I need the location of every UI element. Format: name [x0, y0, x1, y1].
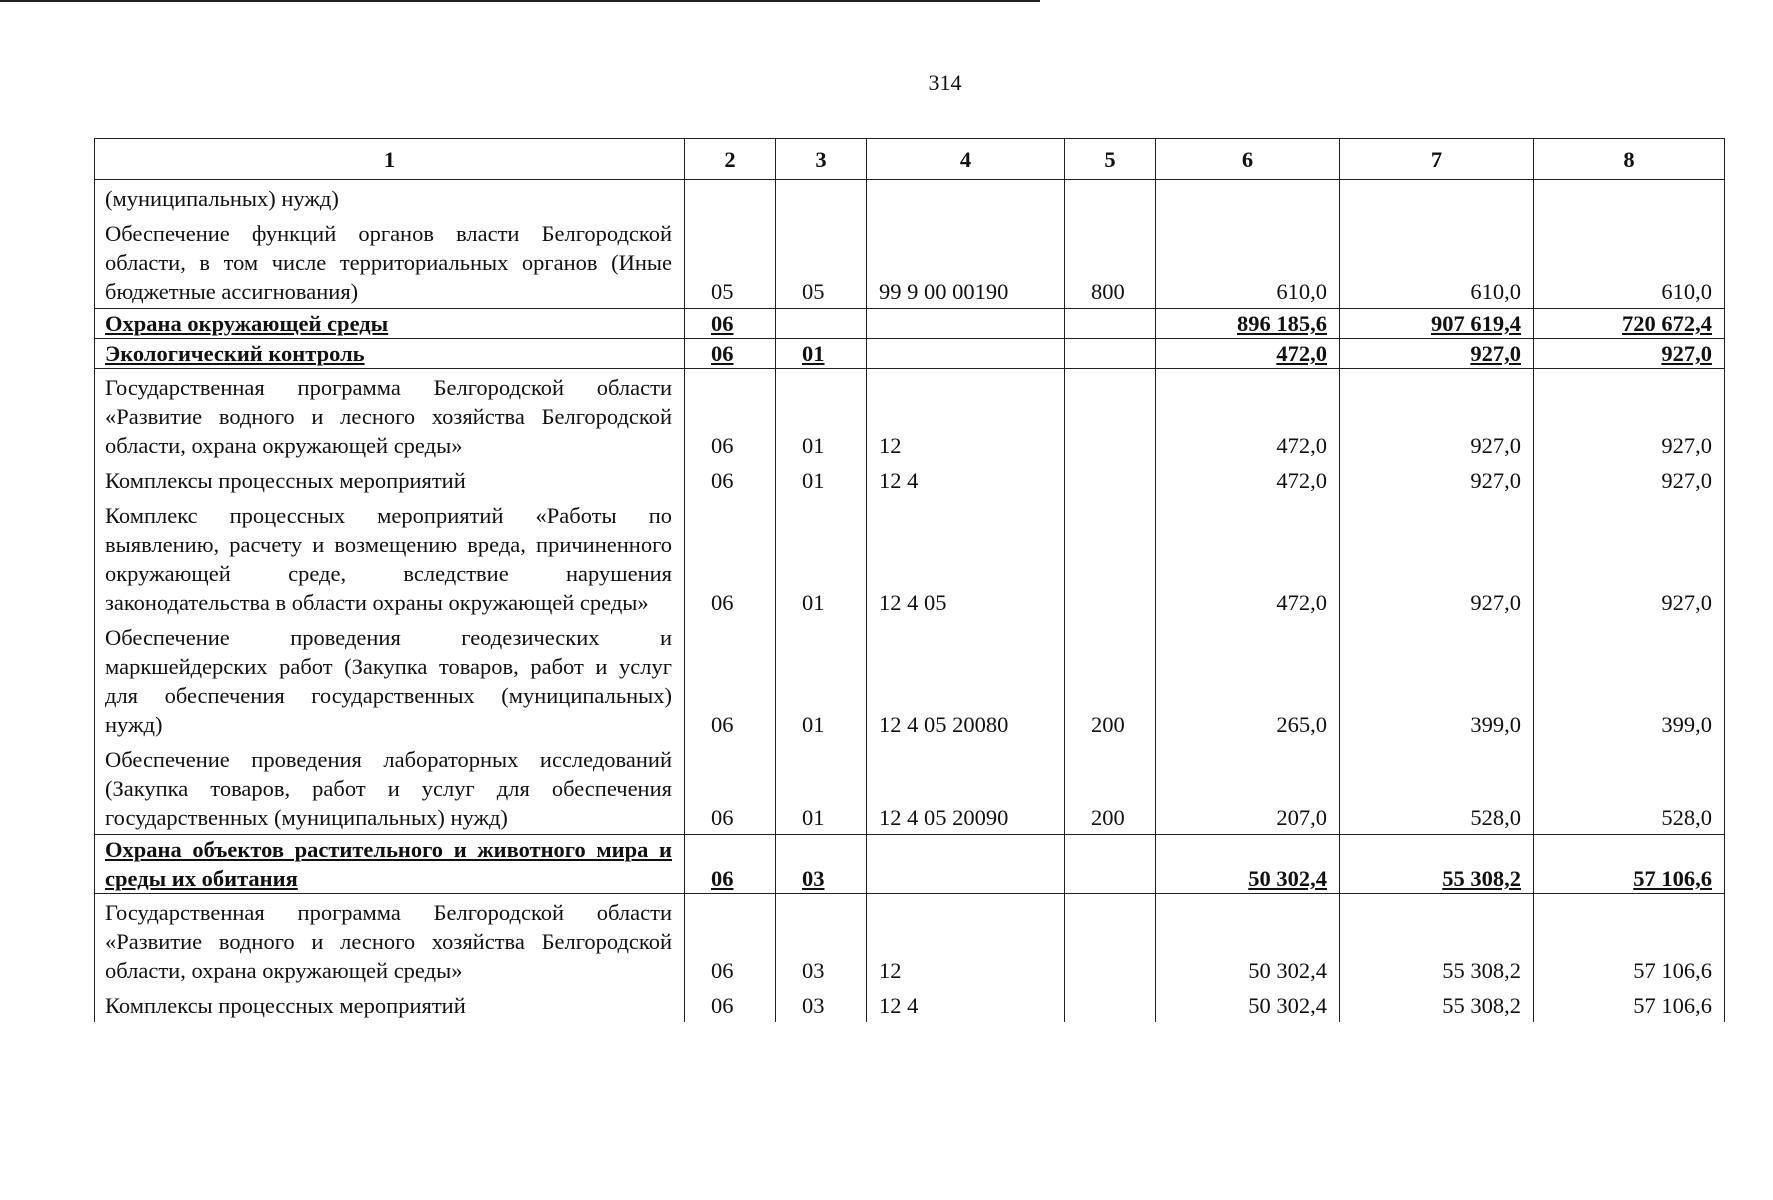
- amount-year1-cell: 50 302,4: [1156, 894, 1340, 988]
- row-name-cell: Охрана объектов растительного и животного мира и среды их обитания: [95, 835, 685, 894]
- amount-year2-cell: 610,0: [1340, 215, 1534, 309]
- subsection-code-cell: 01: [776, 339, 867, 369]
- amount-year1-cell: 472,0: [1156, 339, 1340, 369]
- row-name-cell: Экологический контроль: [95, 339, 685, 369]
- amount-year3-cell: 720 672,4: [1534, 309, 1725, 339]
- section-row: [95, 309, 1725, 339]
- section-row: [95, 339, 1725, 369]
- amount-year1-cell: 50 302,4: [1156, 987, 1340, 1022]
- section-code-cell: 06: [685, 462, 776, 497]
- amount-year3-cell: 927,0: [1534, 369, 1725, 463]
- table-row: [95, 369, 1725, 463]
- table-row: [95, 215, 1725, 309]
- amount-year2-cell: 927,0: [1340, 497, 1534, 619]
- amount-year3-cell: 528,0: [1534, 741, 1725, 835]
- target-article-cell: 99 9 00 00190: [867, 215, 1065, 309]
- target-article-cell: [867, 339, 1065, 369]
- target-article-cell: 12 4 05: [867, 497, 1065, 619]
- amount-year2-cell: 55 308,2: [1340, 835, 1534, 894]
- expense-type-cell: [1065, 369, 1156, 463]
- row-name-cell: Комплексы процессных мероприятий: [95, 462, 685, 497]
- row-name-cell: Комплекс процессных мероприятий «Работы по выявлению, расчету и возмещению вреда, причиненного окружающей среде, вследствие нарушения законодательства в области охраны окружающей среды»: [95, 497, 685, 619]
- table-row: [95, 462, 1725, 497]
- expense-type-cell: [1065, 894, 1156, 988]
- row-name-cell: Комплексы процессных мероприятий: [95, 987, 685, 1022]
- table-body: [95, 180, 1725, 1023]
- target-article-cell: 12 4 05 20090: [867, 741, 1065, 835]
- amount-year2-cell: 927,0: [1340, 339, 1534, 369]
- header-cell: 2: [685, 139, 776, 180]
- section-row: [95, 835, 1725, 894]
- expense-type-cell: [1065, 180, 1156, 216]
- table-row: [95, 180, 1725, 216]
- row-name-cell: Охрана окружающей среды: [95, 309, 685, 339]
- amount-year3-cell: 399,0: [1534, 619, 1725, 741]
- section-code-cell: 06: [685, 309, 776, 339]
- expense-type-cell: [1065, 309, 1156, 339]
- section-code-cell: [685, 180, 776, 216]
- section-code-cell: 06: [685, 497, 776, 619]
- subsection-code-cell: 01: [776, 741, 867, 835]
- amount-year1-cell: 472,0: [1156, 497, 1340, 619]
- table-row: [95, 894, 1725, 988]
- target-article-cell: 12: [867, 369, 1065, 463]
- expense-type-cell: 800: [1065, 215, 1156, 309]
- header-cell: 4: [867, 139, 1065, 180]
- subsection-code-cell: 05: [776, 215, 867, 309]
- target-article-cell: [867, 180, 1065, 216]
- amount-year2-cell: [1340, 180, 1534, 216]
- row-name-cell: (муниципальных) нужд): [95, 180, 685, 216]
- subsection-code-cell: [776, 309, 867, 339]
- expense-type-cell: [1065, 497, 1156, 619]
- amount-year3-cell: 57 106,6: [1534, 987, 1725, 1022]
- subsection-code-cell: 01: [776, 462, 867, 497]
- header-cell: 3: [776, 139, 867, 180]
- header-cell: 6: [1156, 139, 1340, 180]
- subsection-code-cell: 03: [776, 894, 867, 988]
- amount-year2-cell: 399,0: [1340, 619, 1534, 741]
- target-article-cell: 12: [867, 894, 1065, 988]
- expense-type-cell: [1065, 835, 1156, 894]
- amount-year2-cell: 907 619,4: [1340, 309, 1534, 339]
- subsection-code-cell: 01: [776, 619, 867, 741]
- subsection-code-cell: 03: [776, 987, 867, 1022]
- target-article-cell: 12 4: [867, 462, 1065, 497]
- section-code-cell: 06: [685, 369, 776, 463]
- amount-year3-cell: 927,0: [1534, 462, 1725, 497]
- amount-year1-cell: [1156, 180, 1340, 216]
- header-cell: 5: [1065, 139, 1156, 180]
- subsection-code-cell: 01: [776, 369, 867, 463]
- section-code-cell: 05: [685, 215, 776, 309]
- table-row: [95, 741, 1725, 835]
- row-name-cell: Государственная программа Белгородской области «Развитие водного и лесного хозяйства Белгородской области, охрана окружающей среды»: [95, 894, 685, 988]
- row-name-cell: Государственная программа Белгородской области «Развитие водного и лесного хозяйства Белгородской области, охрана окружающей среды»: [95, 369, 685, 463]
- subsection-code-cell: [776, 180, 867, 216]
- subsection-code-cell: 01: [776, 497, 867, 619]
- page-number: 314: [928, 70, 962, 95]
- expense-type-cell: [1065, 987, 1156, 1022]
- header-cell: 8: [1534, 139, 1725, 180]
- amount-year1-cell: 896 185,6: [1156, 309, 1340, 339]
- row-name-cell: Обеспечение проведения геодезических и маркшейдерских работ (Закупка товаров, работ и услуг для обеспечения государственных (муниципальных) нужд): [95, 619, 685, 741]
- amount-year3-cell: [1534, 180, 1725, 216]
- header-cell: 1: [95, 139, 685, 180]
- expense-type-cell: 200: [1065, 619, 1156, 741]
- table-row: [95, 497, 1725, 619]
- top-rule: [0, 0, 1040, 2]
- amount-year1-cell: 610,0: [1156, 215, 1340, 309]
- amount-year3-cell: 927,0: [1534, 339, 1725, 369]
- amount-year2-cell: 55 308,2: [1340, 987, 1534, 1022]
- amount-year2-cell: 55 308,2: [1340, 894, 1534, 988]
- header-row: [95, 139, 1725, 180]
- header-cell: 7: [1340, 139, 1534, 180]
- amount-year2-cell: 528,0: [1340, 741, 1534, 835]
- amount-year1-cell: 472,0: [1156, 462, 1340, 497]
- table-row: [95, 619, 1725, 741]
- amount-year1-cell: 472,0: [1156, 369, 1340, 463]
- section-code-cell: 06: [685, 619, 776, 741]
- target-article-cell: 12 4: [867, 987, 1065, 1022]
- row-name-cell: Обеспечение проведения лабораторных исследований (Закупка товаров, работ и услуг для обеспечения государственных (муниципальных) нужд): [95, 741, 685, 835]
- section-code-cell: 06: [685, 339, 776, 369]
- section-code-cell: 06: [685, 835, 776, 894]
- amount-year2-cell: 927,0: [1340, 369, 1534, 463]
- target-article-cell: [867, 309, 1065, 339]
- table-row: [95, 987, 1725, 1022]
- amount-year1-cell: 265,0: [1156, 619, 1340, 741]
- expense-type-cell: [1065, 339, 1156, 369]
- target-article-cell: [867, 835, 1065, 894]
- amount-year1-cell: 207,0: [1156, 741, 1340, 835]
- target-article-cell: 12 4 05 20080: [867, 619, 1065, 741]
- section-code-cell: 06: [685, 987, 776, 1022]
- amount-year1-cell: 50 302,4: [1156, 835, 1340, 894]
- amount-year3-cell: 610,0: [1534, 215, 1725, 309]
- expense-type-cell: 200: [1065, 741, 1156, 835]
- budget-table: [94, 138, 1725, 1022]
- expense-type-cell: [1065, 462, 1156, 497]
- subsection-code-cell: 03: [776, 835, 867, 894]
- amount-year3-cell: 57 106,6: [1534, 835, 1725, 894]
- amount-year3-cell: 927,0: [1534, 497, 1725, 619]
- amount-year2-cell: 927,0: [1340, 462, 1534, 497]
- section-code-cell: 06: [685, 894, 776, 988]
- row-name-cell: Обеспечение функций органов власти Белгородской области, в том числе территориальных органов (Иные бюджетные ассигнования): [95, 215, 685, 309]
- section-code-cell: 06: [685, 741, 776, 835]
- amount-year3-cell: 57 106,6: [1534, 894, 1725, 988]
